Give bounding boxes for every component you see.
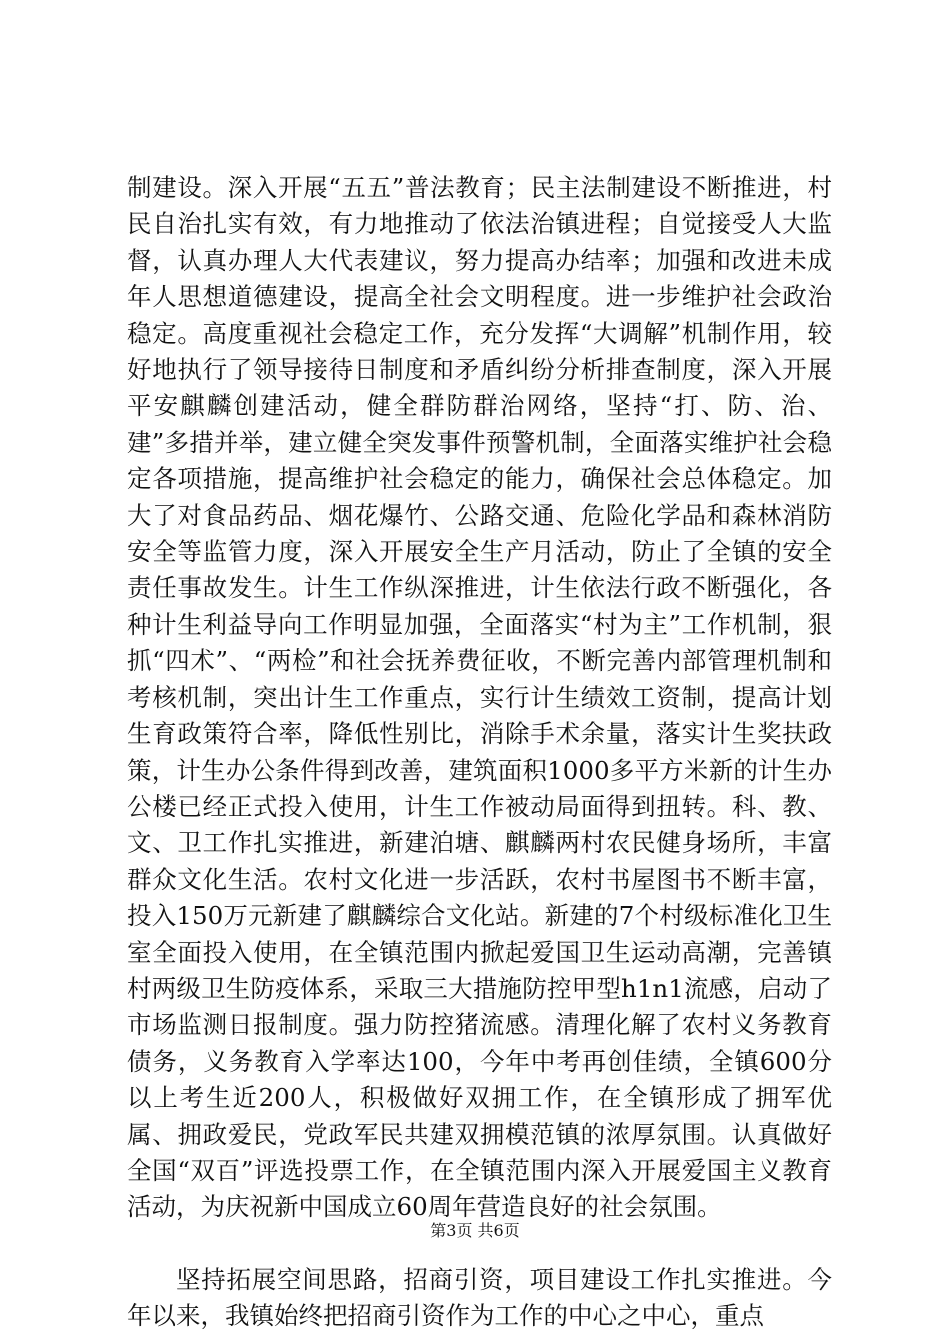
paragraph-investment: 坚持拓展空间思路，招商引资，项目建设工作扎实推进。今年以来，我镇始终把招商引资作为工作的中心之中心，重点 (127, 1264, 832, 1331)
paragraph-continued: 制建设。深入开展“五五”普法教育；民主法制建设不断推进，村民自治扎实有效，有力地推动了依法治镇进程；自觉接受人大监督，认真办理人大代表建议，努力提高办结率；加强和改进未成年人思想道德建设，提高全社会文明程度。进一步维护社会政治稳定。高度重视社会稳定工作，充分发挥“大调解”机制作用，较好地执行了领导接待日制度和矛盾纠纷分析排查制度，深入开展平安麒麟创建活动，健全群防群治网络，坚持“打、防、治、建”多措并举，建立健全突发事件预警机制，全面落实维护社会稳定各项措施，提高维护社会稳定的能力，确保社会总体稳定。加大了对食品药品、烟花爆竹、公路交通、危险化学品和森林消防安全等监管力度，深入开展安全生产月活动，防止了全镇的安全责任事故发生。计生工作纵深推进，计生依法行政不断强化，各种计生利益导向工作明显加强，全面落实“村为主”工作机制，狠抓“四术”、“两检”和社会抚养费征收，不断完善内部管理机制和考核机制，突出计生工作重点，实行计生绩效工资制，提高计划生育政策符合率，降低性别比，消除手术余量，落实计生奖扶政策，计生办公条件得到改善，建筑面积1000多平方米新的计生办公楼已经正式投入使用，计生工作被动局面得到扭转。科、教、文、卫工作扎实推进，新建泊塘、麒麟两村农民健身场所，丰富群众文化生活。农村文化进一步活跃，农村书屋图书不断丰富，投入150万元新建了麒麟综合文化站。新建的7个村级标准化卫生室全面投入使用，在全镇范围内掀起爱国卫生运动高潮，完善镇村两级卫生防疫体系，采取三大措施防控甲型h1n1流感，启动了市场监测日报制度。强力防控猪流感。清理化解了农村义务教育债务，义务教育入学率达100，今年中考再创佳绩，全镇600分以上考生近200人，积极做好双拥工作，在全镇形成了拥军优属、拥政爱民，党政军民共建双拥模范镇的浓厚氛围。认真做好全国“双百”评选投票工作，在全镇范围内深入开展爱国主义教育活动，为庆祝新中国成立60周年营造良好的社会氛围。 (127, 173, 832, 1222)
document-body (127, 170, 832, 1335)
page-number-footer: 第3页 共6页 (430, 1221, 520, 1240)
